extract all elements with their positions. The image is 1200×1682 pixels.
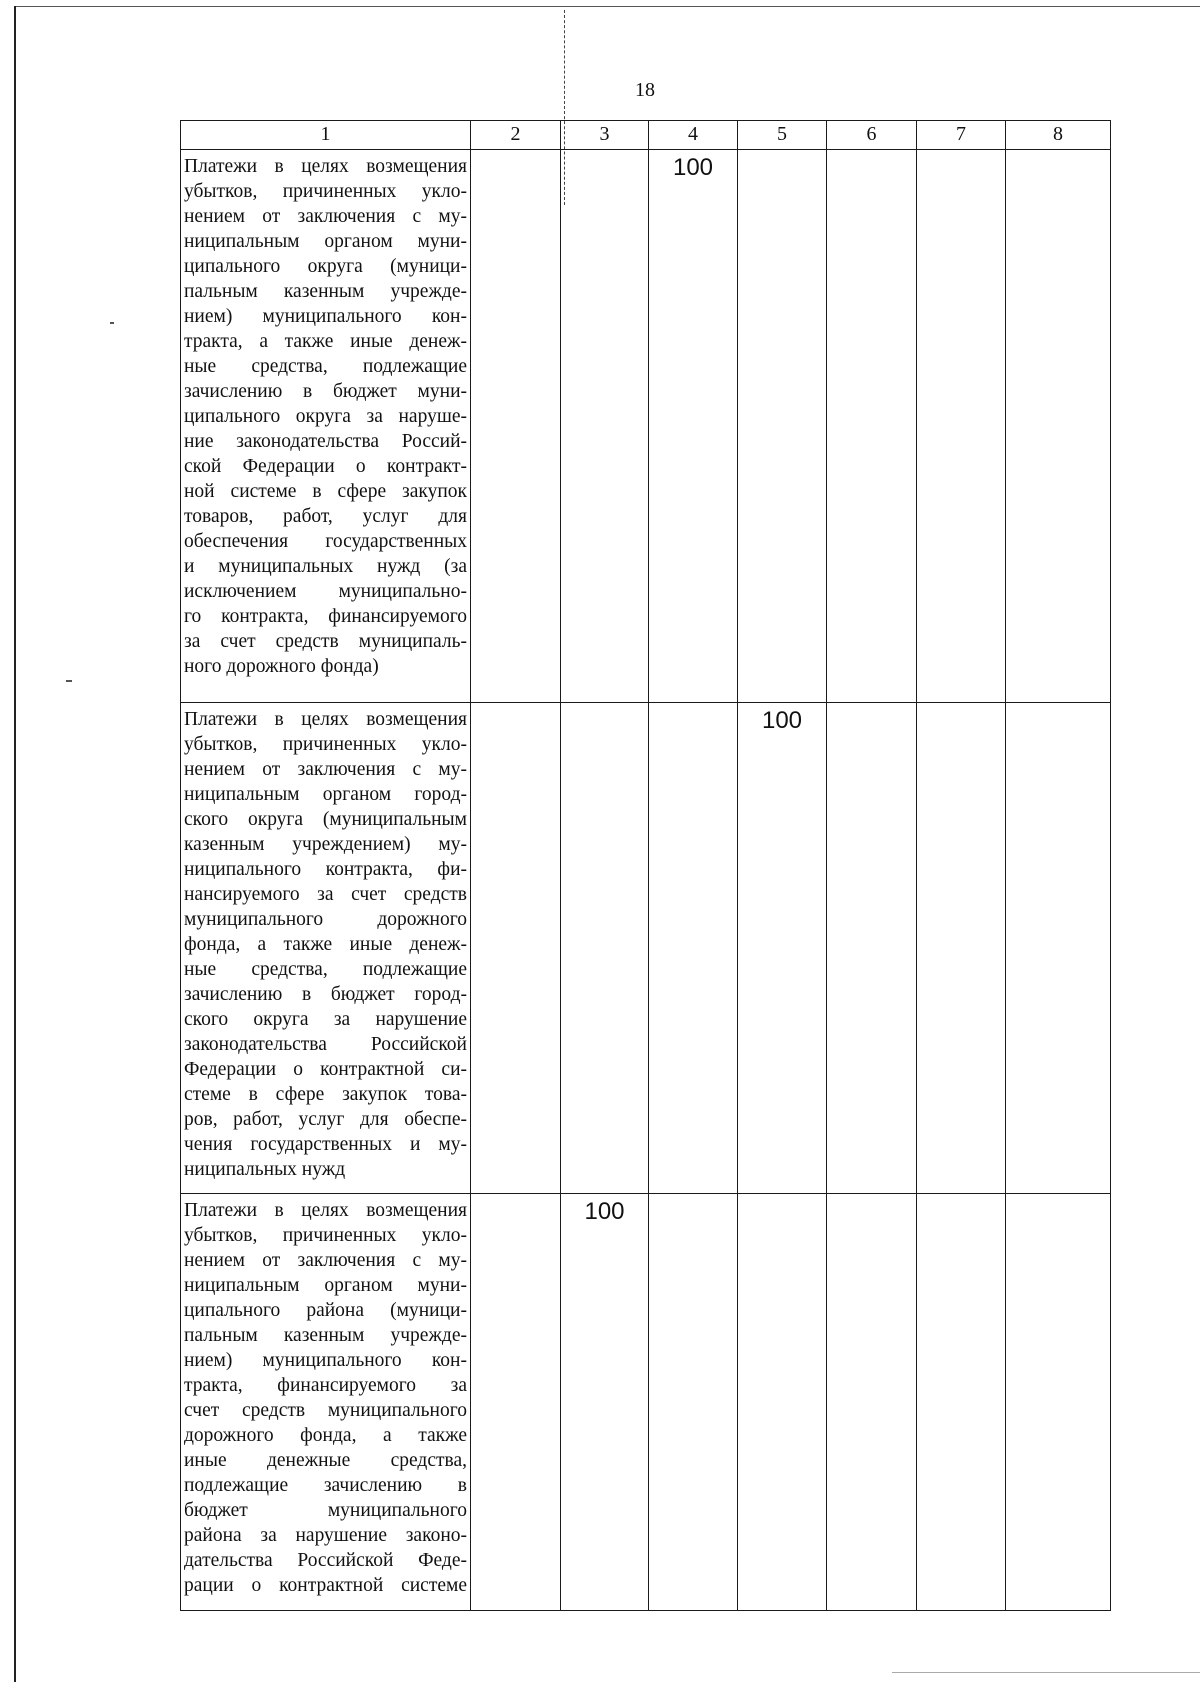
description-line: ные средства, подлежащие xyxy=(184,356,467,377)
description-line: ципального округа за наруше- xyxy=(184,406,467,427)
value-cell-col-8 xyxy=(1006,703,1111,1194)
table-row xyxy=(181,703,1111,1194)
value-cell-col-5: 100 xyxy=(738,703,827,1194)
value-cell-col-7 xyxy=(917,703,1006,1194)
description-line: нием) муниципального кон- xyxy=(184,306,467,327)
description-line: убытков, причиненных укло- xyxy=(184,734,467,755)
description-line: и муниципальных нужд (за xyxy=(184,556,467,577)
description-line: дорожного фонда, а также xyxy=(184,1425,467,1446)
description-line: го контракта, финансируемого xyxy=(184,606,467,627)
value-cell-col-5 xyxy=(738,1194,827,1611)
value-cell-col-6 xyxy=(827,703,917,1194)
description-line: пальным казенным учрежде- xyxy=(184,281,467,302)
description-line: Платежи в целях возмещения xyxy=(184,156,467,177)
column-header: 6 xyxy=(827,121,917,150)
value-cell-col-4 xyxy=(649,703,738,1194)
description-line: дательства Российской Феде- xyxy=(184,1550,467,1571)
description-line: Федерации о контрактной си- xyxy=(184,1059,467,1080)
scan-edge-top xyxy=(14,6,1200,7)
column-header: 7 xyxy=(917,121,1006,150)
description-line: счет средств муниципального xyxy=(184,1400,467,1421)
description-line: ниципальным органом муни- xyxy=(184,1275,467,1296)
description-line: нансируемого за счет средств xyxy=(184,884,467,905)
description-line: ниципальных нужд xyxy=(184,1159,346,1180)
description-line: нием) муниципального кон- xyxy=(184,1350,467,1371)
description-line: ципального района (муници- xyxy=(184,1300,467,1321)
description-cell xyxy=(181,703,471,1194)
description-cell xyxy=(181,150,471,703)
description-line: стеме в сфере закупок това- xyxy=(184,1084,467,1105)
description-line: рации о контрактной системе xyxy=(184,1575,467,1596)
value-cell-col-8 xyxy=(1006,1194,1111,1611)
description-line: убытков, причиненных укло- xyxy=(184,1225,467,1246)
value-cell-col-4 xyxy=(649,1194,738,1611)
description-line: ние законодательства Россий- xyxy=(184,431,467,452)
description-line: иные денежные средства, xyxy=(184,1450,467,1471)
description-line: казенным учреждением) му- xyxy=(184,834,467,855)
description-line: зачислению в бюджет муни- xyxy=(184,381,467,402)
description-line: нением от заключения с му- xyxy=(184,759,467,780)
value-cell-col-2 xyxy=(471,1194,561,1611)
value-cell-col-5 xyxy=(738,150,827,703)
value-cell-col-3 xyxy=(561,703,649,1194)
column-header: 1 xyxy=(181,121,471,150)
description-line: ной системе в сфере закупок xyxy=(184,481,467,502)
description-line: ского округа (муниципальным xyxy=(184,809,467,830)
value-cell-col-2 xyxy=(471,703,561,1194)
value-cell-col-3: 100 xyxy=(561,1194,649,1611)
description-line: района за нарушение законо- xyxy=(184,1525,467,1546)
column-header: 3 xyxy=(561,121,649,150)
description-line: фонда, а также иные денеж- xyxy=(184,934,467,955)
scan-edge-bottom xyxy=(892,1672,1200,1673)
value-cell-col-3 xyxy=(561,150,649,703)
description-line: ниципального контракта, фи- xyxy=(184,859,467,880)
table-row xyxy=(181,1194,1111,1611)
budget-table xyxy=(180,120,1111,1611)
description-line: подлежащие зачислению в xyxy=(184,1475,467,1496)
description-line: нением от заключения с му- xyxy=(184,1250,467,1271)
value-cell-col-8 xyxy=(1006,150,1111,703)
description-line: ниципальным органом город- xyxy=(184,784,467,805)
description-line: муниципального дорожного xyxy=(184,909,467,930)
value-cell-col-6 xyxy=(827,150,917,703)
description-line: обеспечения государственных xyxy=(184,531,467,552)
description-line: Платежи в целях возмещения xyxy=(184,709,467,730)
description-line: бюджет муниципального xyxy=(184,1500,467,1521)
description-line: Платежи в целях возмещения xyxy=(184,1200,467,1221)
description-line: тракта, а также иные денеж- xyxy=(184,331,467,352)
table-row xyxy=(181,150,1111,703)
value-cell-col-7 xyxy=(917,150,1006,703)
description-line: ципального округа (муници- xyxy=(184,256,467,277)
description-line: ров, работ, услуг для обеспе- xyxy=(184,1109,467,1130)
description-line: нением от заключения с му- xyxy=(184,206,467,227)
description-line: чения государственных и му- xyxy=(184,1134,467,1155)
scan-edge-left xyxy=(14,6,16,1682)
description-line: ской Федерации о контракт- xyxy=(184,456,467,477)
value-cell-col-7 xyxy=(917,1194,1006,1611)
page-number: 18 xyxy=(635,79,655,101)
description-line: ного дорожного фонда) xyxy=(184,656,379,677)
value-cell-col-6 xyxy=(827,1194,917,1611)
column-header: 8 xyxy=(1006,121,1111,150)
description-line: ные средства, подлежащие xyxy=(184,959,467,980)
header-row xyxy=(181,121,1111,150)
description-line: ниципальным органом муни- xyxy=(184,231,467,252)
description-line: за счет средств муниципаль- xyxy=(184,631,467,652)
description-cell xyxy=(181,1194,471,1611)
description-line: тракта, финансируемого за xyxy=(184,1375,467,1396)
stray-mark xyxy=(110,322,114,324)
description-line: товаров, работ, услуг для xyxy=(184,506,467,527)
column-header: 4 xyxy=(649,121,738,150)
stray-mark xyxy=(66,680,72,682)
value-cell-col-2 xyxy=(471,150,561,703)
description-line: законодательства Российской xyxy=(184,1034,467,1055)
description-line: пальным казенным учрежде- xyxy=(184,1325,467,1346)
description-line: зачислению в бюджет город- xyxy=(184,984,467,1005)
description-line: убытков, причиненных укло- xyxy=(184,181,467,202)
column-header: 2 xyxy=(471,121,561,150)
description-line: ского округа за нарушение xyxy=(184,1009,467,1030)
value-cell-col-4: 100 xyxy=(649,150,738,703)
column-header: 5 xyxy=(738,121,827,150)
description-line: исключением муниципально- xyxy=(184,581,467,602)
